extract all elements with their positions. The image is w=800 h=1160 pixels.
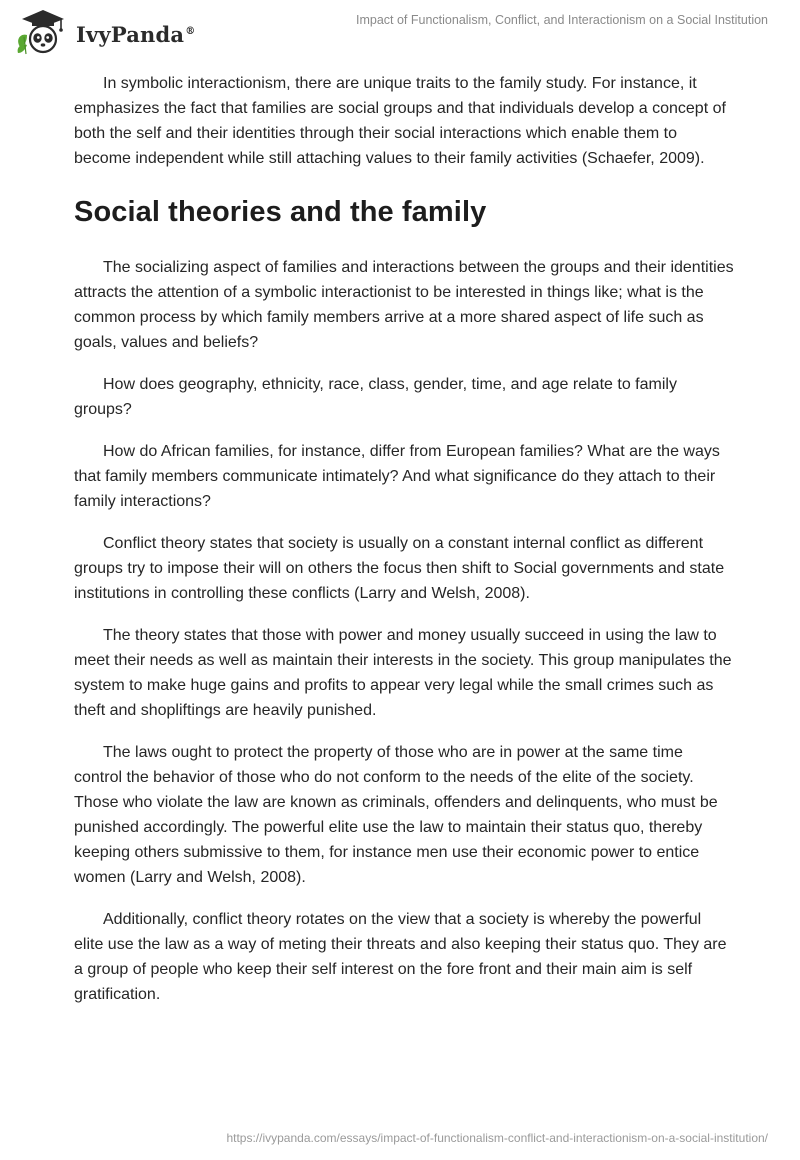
- body-paragraph: The theory states that those with power and money usually succeed in using the law to meet their needs as well as maintain their interests in the society. This group manipulates the system to make huge gains and profits to appear very legal while the small crimes such as theft and shopliftings are heavily punished.: [74, 627, 732, 719]
- section-heading: Social theories and the family: [74, 196, 487, 228]
- ivypanda-logo[interactable]: [14, 7, 195, 57]
- brand-name: IvyPanda®: [76, 21, 196, 47]
- panda-logo-icon: [14, 7, 72, 57]
- body-paragraph: How do African families, for instance, differ from European families? What are the ways that family members communicate intimately? And what significance do they attach to their family interactions?: [74, 443, 720, 510]
- document-title: Impact of Functionalism, Conflict, and Interactionism on a Social Institution: [356, 13, 768, 27]
- essay-body: [74, 71, 734, 1024]
- page-header: [0, 0, 800, 70]
- intro-paragraph: In symbolic interactionism, there are unique traits to the family study. For instance, it emphasizes the fact that families are social groups and that individuals develop a concept of both the self and their identities through their social interactions which enable them to become independent while still attaching values to their family activities (Schaefer, 2009).: [74, 75, 726, 167]
- body-paragraph: The laws ought to protect the property of those who are in power at the same time control the behavior of those who do not conform to the needs of the elite of the society. Those who violate the law are known as criminals, offenders and delinquents, who must be punished accordingly. The powerful elite use the law to maintain their status quo, thereby keeping others submissive to them, for instance men use their economic power to entice women (Larry and Welsh, 2008).: [74, 744, 718, 886]
- body-paragraph: Conflict theory states that society is usually on a constant internal conflict as different groups try to impose their will on others the focus then shift to Social governments and state institutions in controlling these conflicts (Larry and Welsh, 2008).: [74, 535, 725, 602]
- registered-mark: ®: [185, 25, 196, 37]
- body-paragraph: The socializing aspect of families and interactions between the groups and their identities attracts the attention of a symbolic interactionist to be interested in things like; what is the common process by which family members arrive at a more shared aspect of life such as goals, values and beliefs?: [74, 259, 734, 351]
- body-paragraph: Additionally, conflict theory rotates on the view that a society is whereby the powerful elite use the law as a way of meting their threats and also keeping their status quo. They are a group of people who keep their self interest on the fore front and their main aim is self gratification.: [74, 911, 727, 1003]
- source-url-link[interactable]: https://ivypanda.com/essays/impact-of-functionalism-conflict-and-interactionism-on-a-social-institution/: [226, 1131, 768, 1145]
- body-paragraph: How does geography, ethnicity, race, class, gender, time, and age relate to family groups?: [74, 376, 677, 418]
